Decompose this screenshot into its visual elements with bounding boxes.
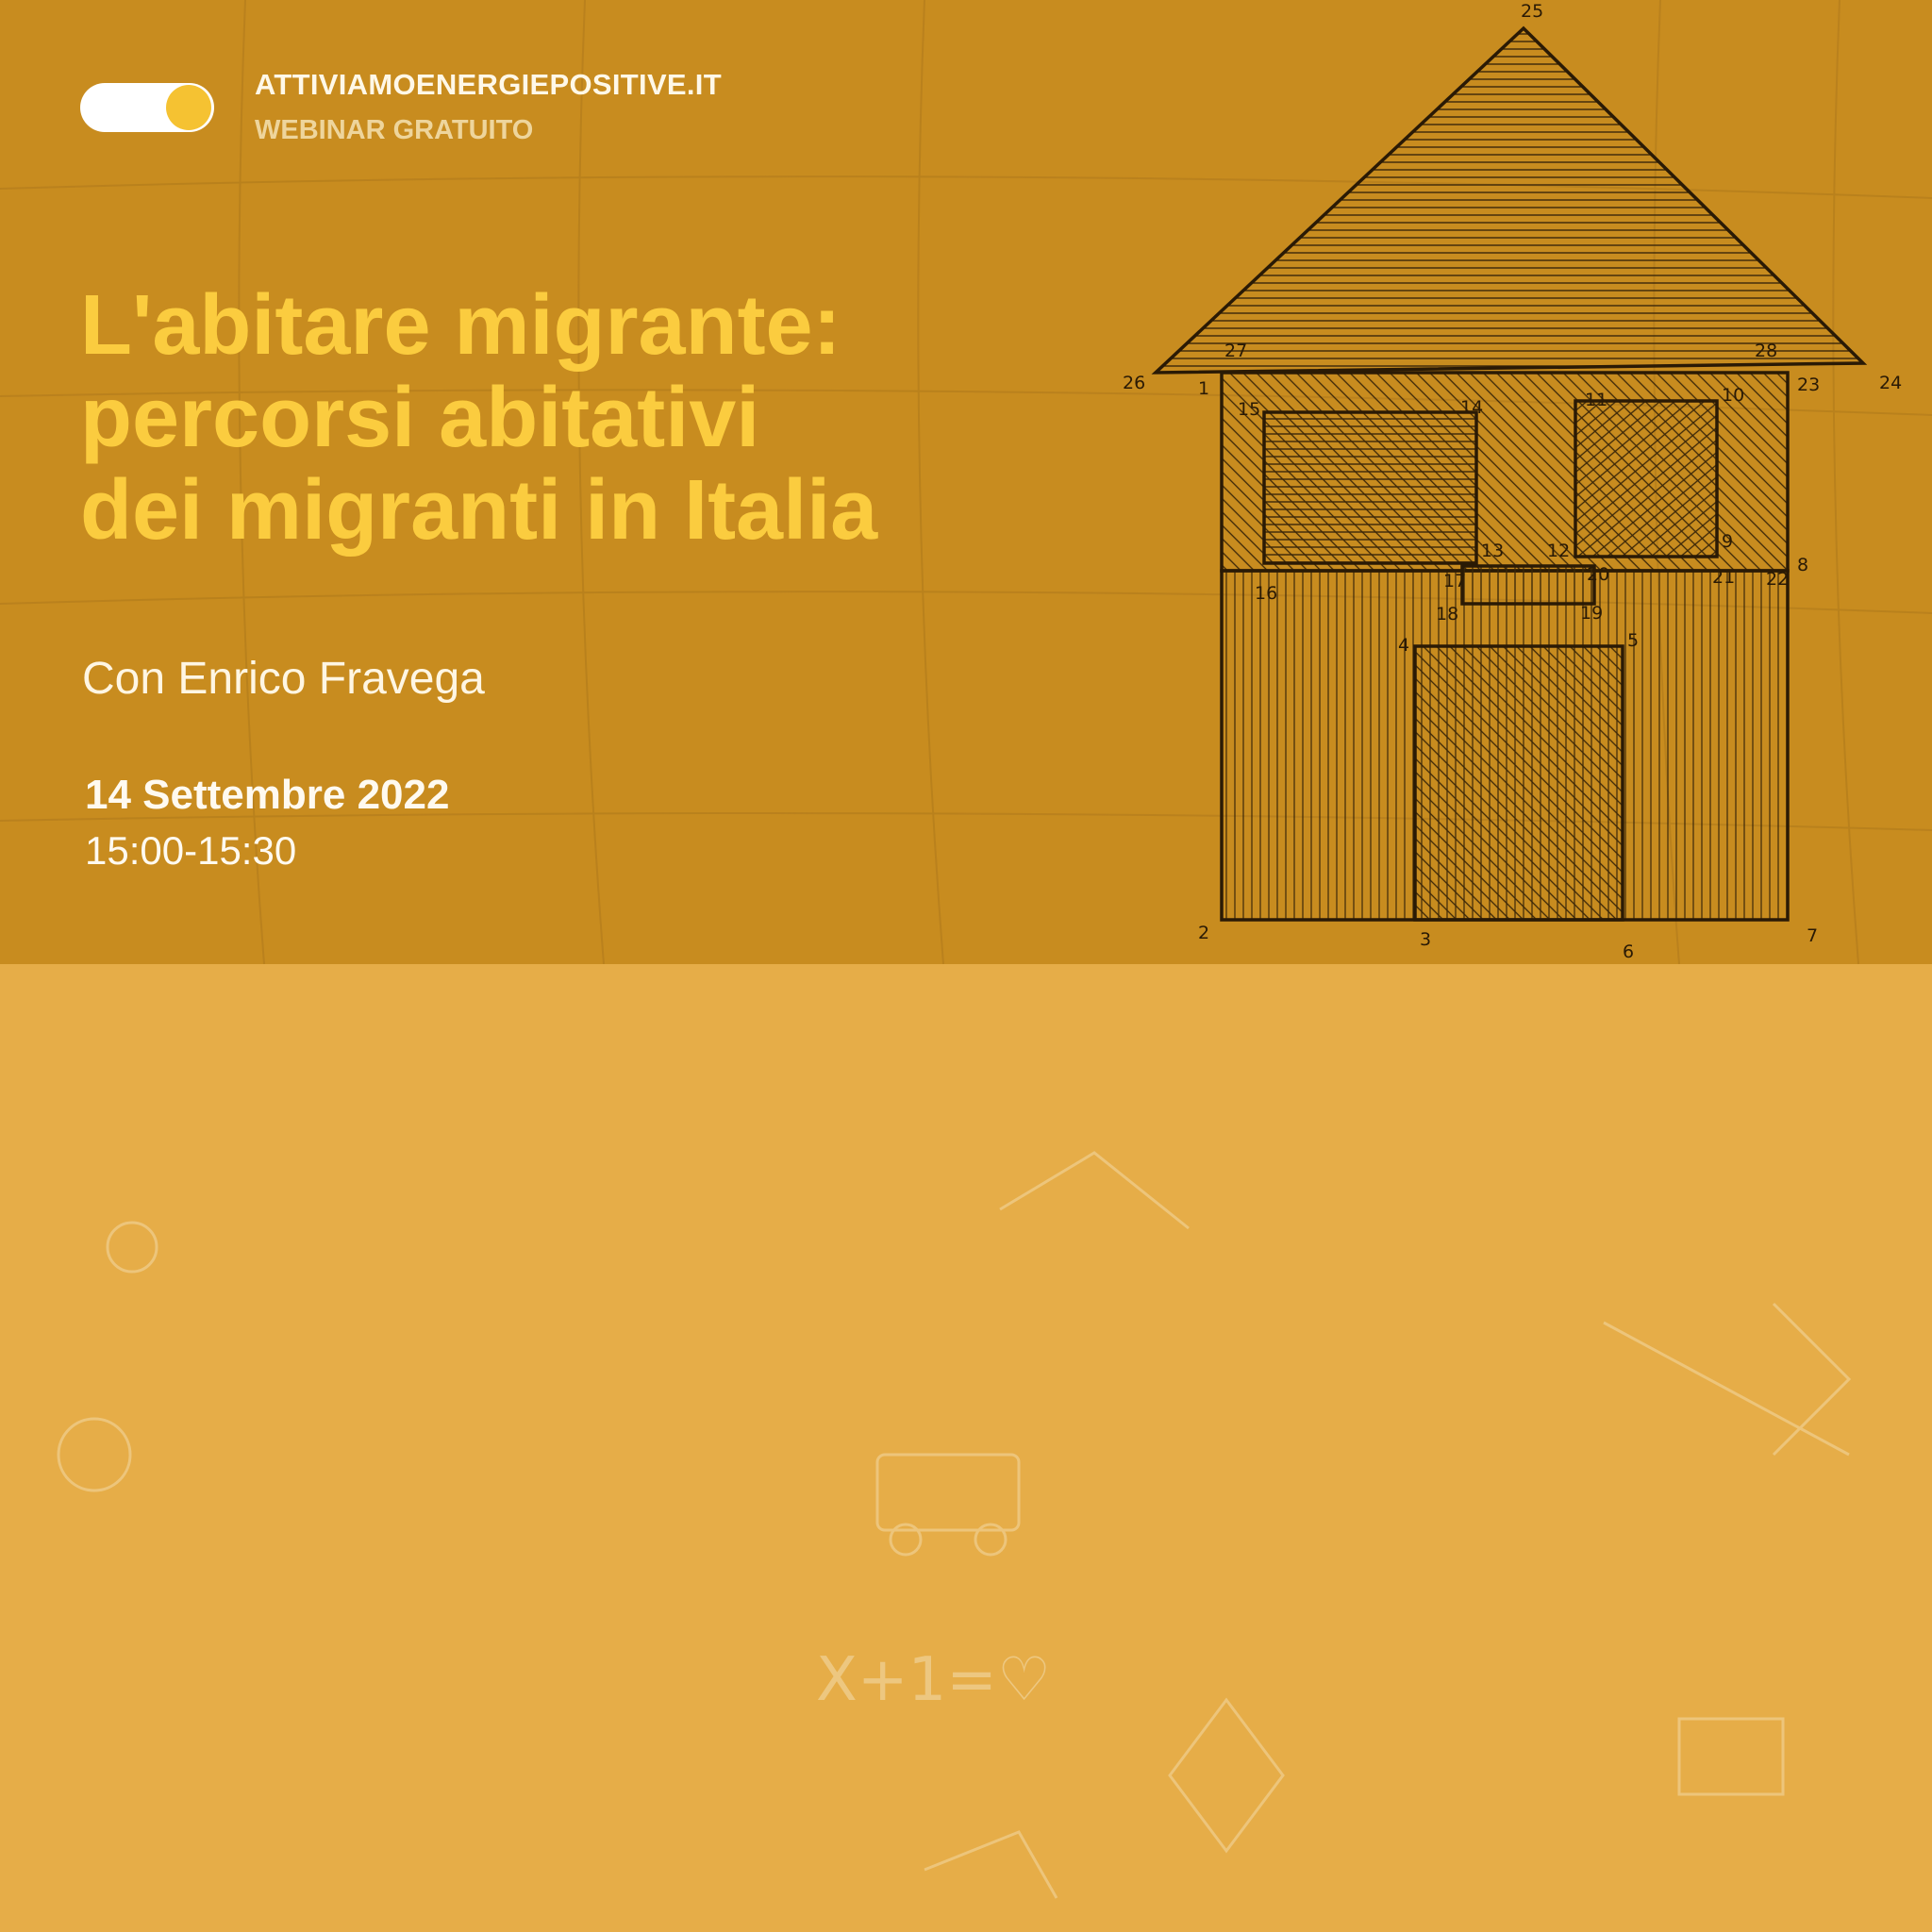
label-corner-tl: 27 [1224, 341, 1248, 361]
label-top: 25 [1521, 1, 1544, 22]
label-11: 11 [1585, 390, 1608, 410]
label-8: 8 [1797, 555, 1809, 575]
label-14: 14 [1460, 397, 1484, 418]
house-step [1462, 566, 1594, 604]
house-drawing [1104, 0, 1915, 964]
label-20: 20 [1587, 564, 1610, 585]
label-10: 10 [1722, 385, 1745, 406]
label-2: 2 [1198, 923, 1210, 943]
toggle-knob[interactable] [166, 85, 211, 130]
title-line-3: dei migranti in Italia [80, 463, 878, 558]
label-corner-tr: 28 [1755, 341, 1778, 361]
label-15: 15 [1238, 399, 1261, 420]
house-roof [1156, 28, 1863, 373]
label-22: 22 [1766, 569, 1790, 590]
label-23: 23 [1797, 375, 1821, 395]
label-6: 6 [1623, 941, 1635, 962]
site-name: ATTIVIAMOENERGIEPOSITIVE.IT [255, 68, 722, 101]
webinar-date: 14 Settembre 2022 [85, 772, 450, 818]
chalk-equation: X+1=♡ [816, 1645, 1052, 1715]
label-7: 7 [1807, 925, 1819, 946]
label-4: 4 [1398, 635, 1410, 656]
speaker-line: Con Enrico Fravega [82, 654, 485, 704]
house-window-right [1575, 401, 1717, 557]
label-18: 18 [1436, 604, 1459, 625]
label-12: 12 [1547, 541, 1571, 561]
webinar-title [80, 279, 877, 557]
chalk-sketches [0, 964, 1932, 1932]
label-13: 13 [1481, 541, 1505, 561]
label-21: 21 [1712, 567, 1736, 588]
label-5: 5 [1627, 630, 1640, 651]
label-right-eave: 24 [1879, 373, 1903, 393]
label-left-eave: 26 [1123, 373, 1146, 393]
label-3: 3 [1420, 929, 1432, 950]
title-line-2: percorsi abitativi [80, 371, 760, 465]
label-1: 1 [1198, 378, 1210, 399]
label-16: 16 [1255, 583, 1278, 604]
house-door [1415, 646, 1623, 920]
event-poster [0, 964, 1932, 1932]
house-window-left [1264, 412, 1476, 563]
label-9: 9 [1722, 531, 1734, 552]
webinar-banner [0, 0, 1932, 964]
webinar-time: 15:00-15:30 [85, 828, 297, 873]
webinar-label: WEBINAR GRATUITO [255, 115, 534, 145]
label-19: 19 [1580, 603, 1604, 624]
title-line-1: L'abitare migrante: [80, 278, 841, 373]
label-17: 17 [1443, 571, 1467, 591]
